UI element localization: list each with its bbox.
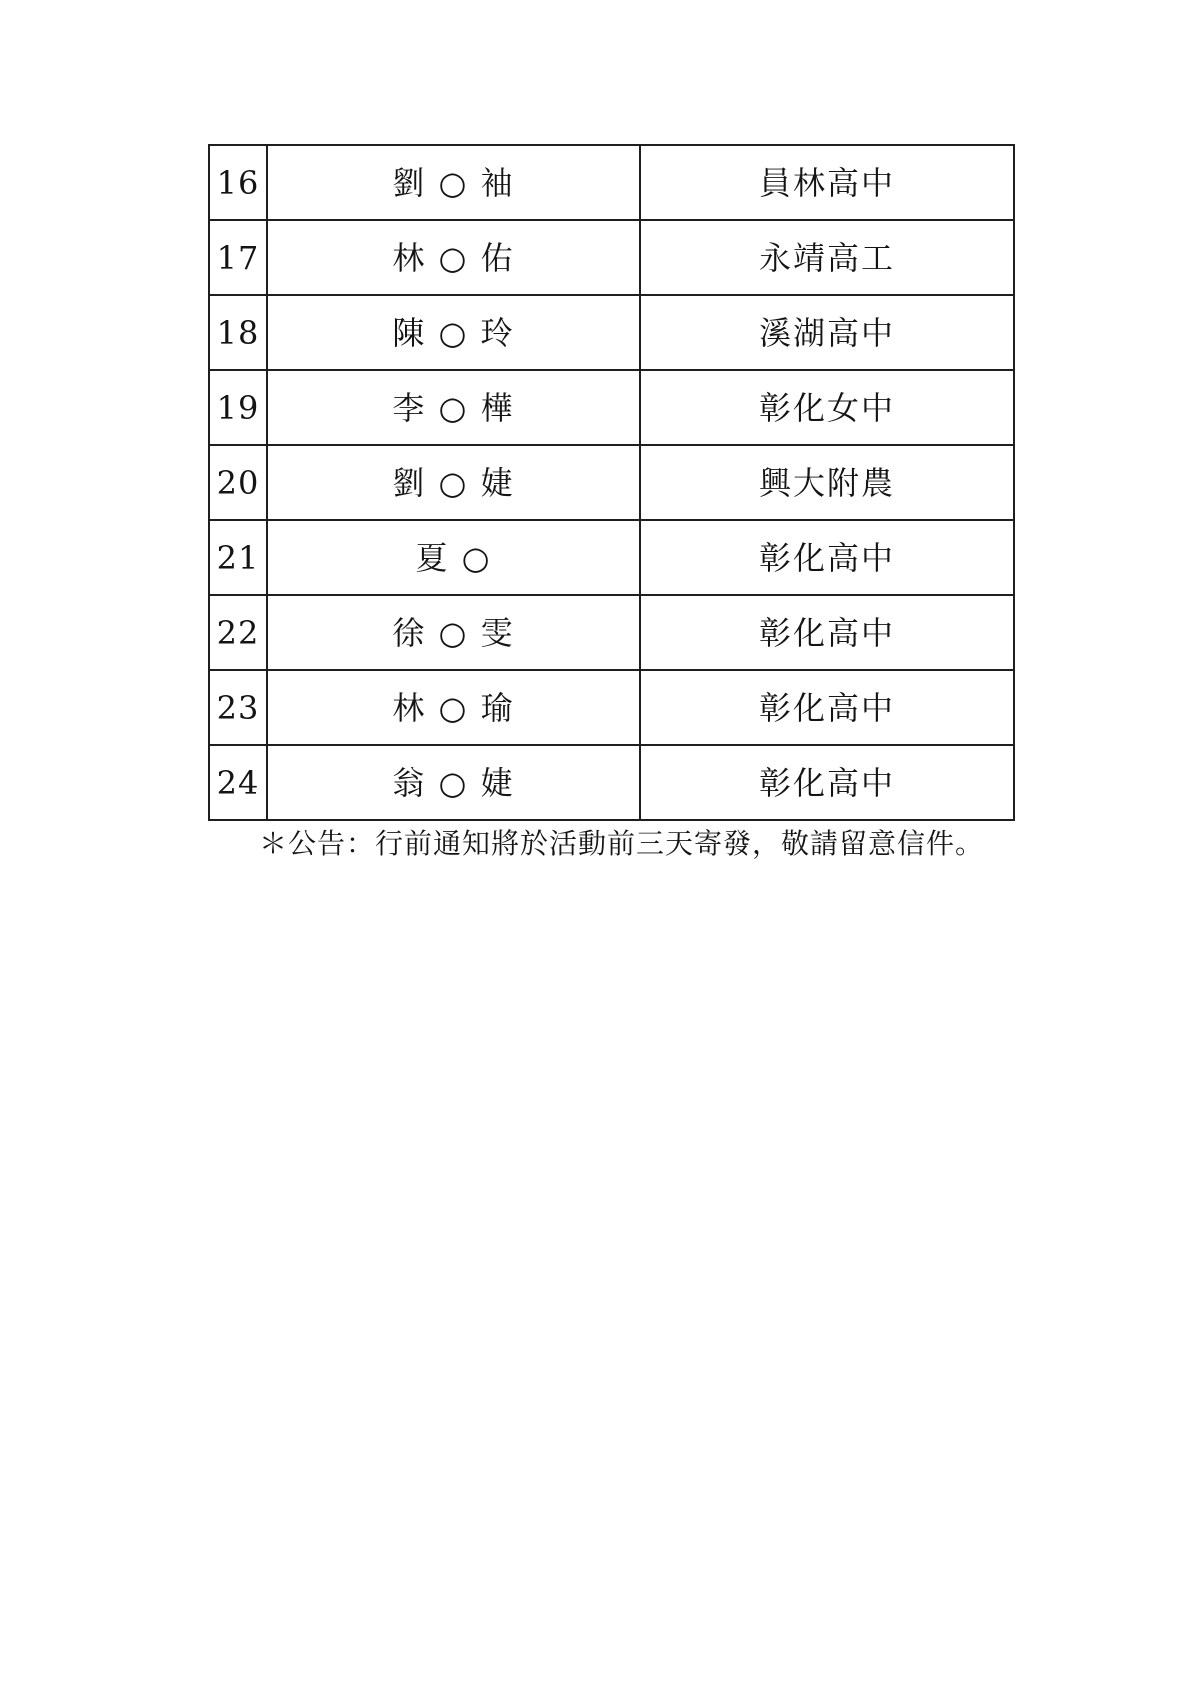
student-name-cell: 夏 ○: [267, 520, 640, 595]
student-name-cell: 劉 ○ 袖: [267, 145, 640, 220]
roster-body: [209, 145, 1014, 820]
row-number-cell: 19: [209, 370, 267, 445]
row-number-cell: 21: [209, 520, 267, 595]
row-number-cell: 22: [209, 595, 267, 670]
row-number-cell: 18: [209, 295, 267, 370]
row-number-cell: 23: [209, 670, 267, 745]
school-cell: 彰化高中: [640, 595, 1014, 670]
school-cell: 彰化高中: [640, 670, 1014, 745]
school-cell: 彰化女中: [640, 370, 1014, 445]
school-cell: 彰化高中: [640, 745, 1014, 820]
student-name-cell: 徐 ○ 雯: [267, 595, 640, 670]
student-name-cell: 林 ○ 佑: [267, 220, 640, 295]
row-number-cell: 24: [209, 745, 267, 820]
student-name-cell: 陳 ○ 玲: [267, 295, 640, 370]
student-name-cell: 翁 ○ 婕: [267, 745, 640, 820]
school-cell: 溪湖高中: [640, 295, 1014, 370]
table-row: [209, 295, 1014, 370]
school-cell: 員林高中: [640, 145, 1014, 220]
school-cell: 永靖高工: [640, 220, 1014, 295]
school-cell: 興大附農: [640, 445, 1014, 520]
table-row: [209, 445, 1014, 520]
table-row: [209, 595, 1014, 670]
participant-roster-table: [208, 144, 1015, 821]
announcement-note: ＊公告：行前通知將於活動前三天寄發，敬請留意信件。: [259, 827, 985, 860]
student-name-cell: 李 ○ 樺: [267, 370, 640, 445]
row-number-cell: 20: [209, 445, 267, 520]
row-number-cell: 16: [209, 145, 267, 220]
row-number-cell: 17: [209, 220, 267, 295]
school-cell: 彰化高中: [640, 520, 1014, 595]
table-row: [209, 145, 1014, 220]
table-row: [209, 745, 1014, 820]
table-row: [209, 220, 1014, 295]
table-row: [209, 670, 1014, 745]
student-name-cell: 劉 ○ 婕: [267, 445, 640, 520]
table-row: [209, 370, 1014, 445]
table-row: [209, 520, 1014, 595]
student-name-cell: 林 ○ 瑜: [267, 670, 640, 745]
